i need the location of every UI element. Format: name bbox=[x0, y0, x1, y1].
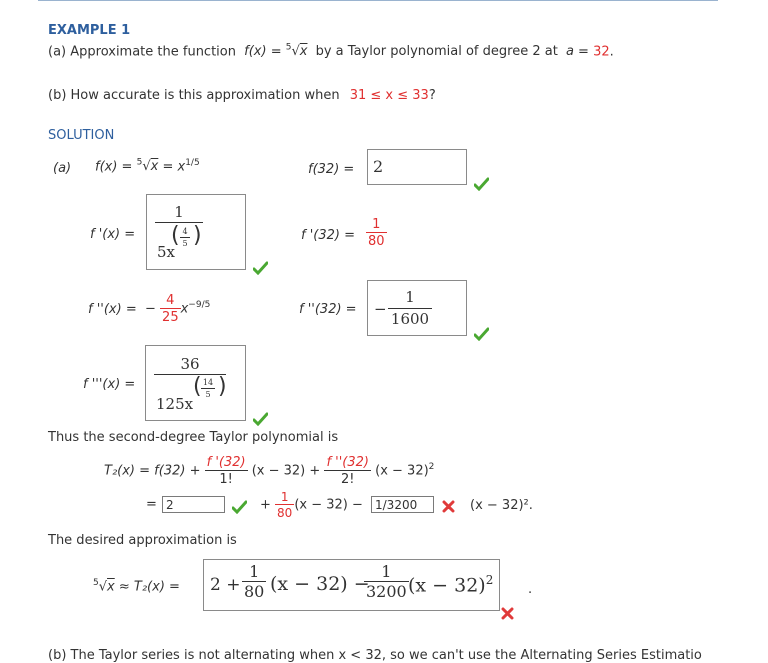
fdouble-label: f ''(x) = bbox=[88, 302, 137, 317]
ftriple-label: f '''(x) = bbox=[83, 377, 136, 392]
taylor-intro: Thus the second-degree Taylor polynomial is bbox=[48, 430, 339, 445]
constant-term-input[interactable]: 2 bbox=[162, 496, 225, 513]
part-a-prefix: (a) Approximate the function bbox=[48, 44, 236, 60]
fprime-label: f '(x) = bbox=[90, 227, 136, 242]
fdouble32-numerator: 1 bbox=[405, 288, 415, 306]
fx-definition: $f(x) = ^5√x = x^{1/5}$ bbox=[95, 158, 200, 175]
part-a-label: (a) bbox=[53, 161, 72, 176]
part-a-mid: by a Taylor polynomial of degree 2 at bbox=[315, 44, 558, 60]
top-divider bbox=[38, 0, 718, 1]
ftriple-numerator: 36 bbox=[180, 355, 200, 373]
interval: 31 ≤ x ≤ 33 bbox=[349, 88, 429, 103]
fdouble32-denominator: 1600 bbox=[390, 310, 430, 328]
approx-period: . bbox=[528, 582, 533, 597]
taylor-formula: T₂(x) = f(32) + $\frac{f '(32)}{1!}$ (x − 32) + $\frac{f ''(32)}{2!}$ $(x - 32)^2$ bbox=[104, 455, 435, 487]
incorrect-cross-icon bbox=[442, 500, 455, 513]
incorrect-cross-icon bbox=[501, 607, 514, 620]
quadratic-tail: (x − 32)². bbox=[470, 498, 533, 513]
answer-linear-term: (x − 32) − bbox=[270, 573, 370, 595]
f32-answer-value: 2 bbox=[373, 157, 384, 176]
approx-label: $^5$√x ≈ T₂(x) = bbox=[93, 578, 180, 595]
fifth-root-x: $^5$√x bbox=[285, 43, 308, 60]
fprime32-value: $\frac{1}{80}$ bbox=[368, 217, 385, 249]
answer-quadratic-term: $(x - 32)^2$ bbox=[408, 573, 494, 597]
part-a-fx: f(x) bbox=[244, 44, 267, 60]
a-value: 32 bbox=[593, 44, 610, 60]
example-heading: EXAMPLE 1 bbox=[48, 23, 131, 38]
linear-term: + $\frac{1}{80}$ (x − 32) − bbox=[260, 490, 363, 520]
fprime-denominator: 5x bbox=[157, 243, 176, 261]
f32-answer-box[interactable] bbox=[367, 149, 467, 185]
f32-label: f(32) = bbox=[308, 162, 355, 177]
solution-heading: SOLUTION bbox=[48, 128, 115, 143]
part-b-statement: (b) How accurate is this approximation when 31 ≤ x ≤ 33? bbox=[48, 88, 436, 103]
answer-constant: 2 + bbox=[210, 575, 241, 595]
fprime-numerator: 1 bbox=[174, 203, 184, 221]
part-b-prefix: (b) How accurate is this approximation when bbox=[48, 88, 340, 103]
fprime-answer-box[interactable]: 1 5x ( 4 5 ) bbox=[146, 194, 246, 270]
correct-check-icon bbox=[253, 412, 268, 426]
part-b-solution-partial: (b) The Taylor series is not alternating when x < 32, so we can't use the Alternating Series Estimatio bbox=[48, 648, 702, 663]
part-a-statement: (a) Approximate the function f(x) = $^5$√x by a Taylor polynomial of degree 2 at a = 32. bbox=[48, 43, 614, 60]
approximation-answer-box[interactable]: 2 + $\frac{1}{80}$ (x − 32) − $\frac{1}{3200}$ $(x - 32)^2$ bbox=[203, 559, 500, 611]
approx-intro: The desired approximation is bbox=[48, 533, 237, 548]
fifth-root-x-icon: $^5$√x bbox=[136, 158, 159, 175]
a-label: a bbox=[565, 44, 574, 60]
fprime32-label: f '(32) = bbox=[301, 228, 355, 243]
ftriple-denominator: 125x bbox=[156, 395, 194, 413]
fdouble32-label: f ''(32) = bbox=[299, 302, 357, 317]
correct-check-icon bbox=[253, 261, 268, 275]
correct-check-icon bbox=[474, 327, 489, 341]
quadratic-coef-input[interactable]: 1/3200 bbox=[371, 496, 434, 513]
fdouble-value: − $\frac{4}{25}$ $x^{-9/5}$ bbox=[145, 293, 211, 325]
correct-check-icon bbox=[474, 177, 489, 191]
correct-check-icon bbox=[232, 500, 247, 514]
fdouble32-answer-box[interactable]: − 1 1600 bbox=[367, 280, 467, 336]
ftriple-answer-box[interactable]: 36 125x ( 14 5 ) bbox=[145, 345, 246, 421]
